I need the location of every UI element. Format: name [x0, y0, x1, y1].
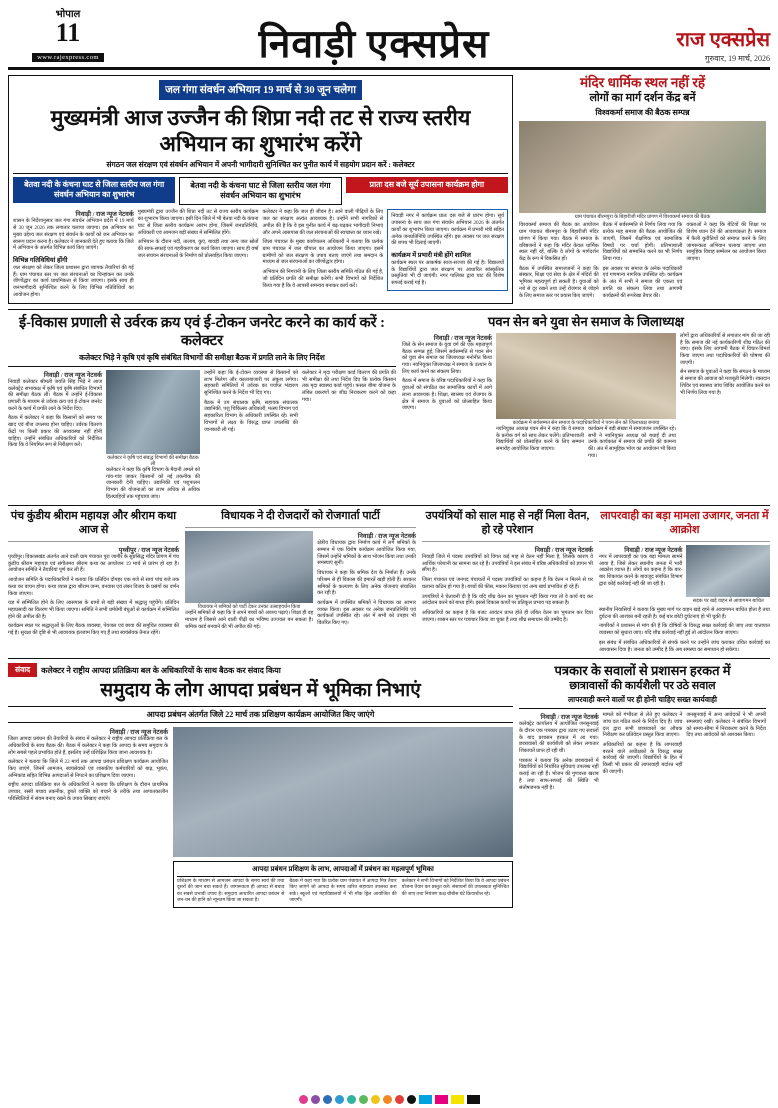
evikas-col-3 [204, 370, 298, 501]
pawan-p3: नवनियुक्त अध्यक्ष पवन सेन ने कहा कि वे समाज के प्रत्येक वर्ग को साथ लेकर चलेंगे। प्रतिभाशाली विद्यार्थियों को प्रोत्साहित करने के लिए सम्मान समारोह आयोजित किया जाएगा। [495, 425, 584, 453]
evikas-caption: कलेक्टर ने कृषि एवं संबद्ध विभागों की समीक्षा बैठक ली [107, 455, 199, 467]
story-shriram [8, 510, 179, 653]
lead-p5: कलेक्टर ने कहा कि जल ही जीवन है। आने वाली पीढ़ियों के लिए जल का संरक्षण अत्यंत आवश्यक है। उन्होंने सभी नागरिकों से अपील की है कि वे इस पुनीत कार्य में बढ़-चढ़कर भागीदारी निभाएं और अपने आसपास की जल संरचनाओं की स्वच्छता का ध्यान रखें। [262, 209, 384, 236]
lead-p6: जिला पंचायत के मुख्य कार्यपालन अधिकारी ने बताया कि प्रत्येक ग्राम पंचायत में जल चौपाल का आयोजन किया जाएगा। इसमें ग्रामीणों को जल संरक्षण के उपाय बताए जाएंगे तथा श्रमदान के माध्यम से जल संरचनाओं का जीर्णोद्धार होगा। [262, 239, 384, 266]
lead-subhead-3: कार्यक्रम में प्रभारी मंत्री होंगे शामिल [391, 252, 471, 260]
lead-p9: कार्यक्रम स्थल पर आकर्षक साज-सज्जा की गई है। विद्यालयों के विद्यार्थियों द्वारा जल संरक्षण पर आधारित सांस्कृतिक प्रस्तुतियां भी दी जाएंगी। नगर पालिका द्वारा घाट की विशेष सफाई कराई गई है। [391, 260, 504, 287]
pawan-sen-story [402, 314, 770, 501]
right-top-col-2 [603, 222, 683, 299]
vidhayak-photo [185, 531, 313, 603]
evikas-columns [8, 370, 396, 501]
newspaper-title: निवाड़ी एक्सप्रेस [258, 23, 490, 66]
upyantri-p3: उपयंत्रियों ने चेतावनी दी है कि यदि शीघ्र वेतन का भुगतान नहीं किया गया तो वे कार्य बंद कर आंदोलन करने को बाध्य होंगे। इससे विकास कार्यों पर प्रतिकूल प्रभाव पड़ सकता है। [421, 593, 593, 607]
lead-p3: मुख्यमंत्री द्वारा उज्जैन की शिप्रा नदी तट से राज्य स्तरीय कार्यक्रम का शुभारंभ किया जाएगा। इसी दिन जिले में भी बेतवा नदी के कंचना घाट से जिला स्तरीय कार्यक्रम आरंभ होगा, जिसमें जनप्रतिनिधि, अधिकारी एवं आमजन बड़ी संख्या में सम्मिलित होंगे। [137, 209, 259, 236]
story-upyantri [422, 510, 593, 653]
patrakar-byline: निवाड़ी / राज न्यूज नेटवर्क [540, 714, 599, 722]
pawan-col-1 [402, 333, 492, 460]
patrakar-story [519, 663, 766, 908]
patrakar-p5: जनसुनवाई में अन्य आवेदकों ने भी अपनी समस्याएं रखीं। कलेक्टर ने संबंधित विभागों को समय-सीमा में निराकरण करने के निर्देश दिए तथा आवेदकों को आश्वस्त किया। [686, 712, 767, 739]
right-p2: बैठक में उपस्थित समाजजनों ने कहा कि संस्कार, शिक्षा एवं सेवा के क्षेत्र में मंदिरों की भूमिका महत्वपूर्ण हो सकती है। युवाओं को नशे से दूर रखने तथा उन्हें रोजगार से जोड़ने के लिए समाज स्तर पर प्रयास किए जाएंगे। [519, 265, 599, 299]
disaster-p1: जिला आपदा प्रबंधन की तैयारियों के संबंध में कलेक्टर ने राष्ट्रीय आपदा प्रतिक्रिया बल के अधिकारियों के साथ बैठक की। बैठक में कलेक्टर ने कहा कि आपदा के समय समुदाय के लोग सबसे पहले प्रभावित होते हैं, इसलिए उन्हें प्रशिक्षित किया जाना आवश्यक है। [8, 736, 168, 756]
upyantri-p4: अधिकारियों का कहना है कि बजट आवंटन प्राप्त होते ही लंबित वेतन का भुगतान कर दिया जाएगा। शासन स्तर पर पत्राचार किया जा चुका है तथा शीघ्र समाधान की उम्मीद है। [421, 610, 593, 623]
website-url[interactable]: www.rajexpress.com [32, 53, 104, 62]
shriram-p3: यज्ञ में सम्मिलित होने के लिए आसपास के ग्रामों से बड़ी संख्या में श्रद्धालु पहुंचेंगे। प्रतिदिन महाप्रसादी का वितरण भी किया जाएगा। समिति ने सभी धर्मप्रेमी बंधुओं से कार्यक्रम में सम्मिलित होने की अपील की है। [8, 600, 180, 620]
upyantri-byline: निवाड़ी / राज न्यूज नेटवर्क [534, 546, 593, 554]
laparwahi-p1: नगर में लापरवाही का एक बड़ा मामला सामने आया है, जिसे लेकर स्थानीय जनता में भारी आक्रोश व्याप्त है। लोगों का कहना है कि बार-बार शिकायत करने के बावजूद संबंधित विभाग द्वारा कोई कार्रवाई नहीं की जा रही है। [598, 553, 683, 587]
right-top-columns [519, 222, 766, 299]
masthead-center [128, 25, 620, 64]
lead-p4: अभियान के दौरान नदी, तालाब, कुएं, बावड़ी तथा अन्य जल स्रोतों की साफ-सफाई एवं गहरीकरण का कार्य किया जाएगा। साथ ही वर्षा जल संचयन संरचनाओं के निर्माण को प्रोत्साहित किया जाएगा। [137, 239, 259, 259]
pawan-col-3 [680, 333, 770, 460]
laparwahi-headline: लापरवाही का बड़ा मामला उजागर, जनता में आक्रोश [600, 510, 769, 537]
lead-column-3 [263, 209, 384, 298]
lead-p2: जल संरक्षण को लेकर जिला प्रशासन द्वारा व्यापक तैयारियां की गई हैं। ग्राम पंचायत स्तर पर जल संरचनाओं का चिन्हांकन कर उनके जीर्णोद्धार का कार्य प्राथमिकता से किया जाएगा। इसके साथ ही जनभागीदारी सुनिश्चित करने के लिए विभिन्न गतिविधियों का आयोजन होगा। [13, 265, 134, 298]
upyantri-p2: जिला पंचायत एवं जनपद पंचायतों में पदस्थ उपयंत्रियों का कहना है कि वेतन न मिलने से घर चलाना कठिन हो गया है। बच्चों की फीस, मकान किराया एवं अन्य खर्च प्रभावित हो रहे हैं। [421, 577, 593, 590]
disaster-deck: आपदा प्रबंधन अंतर्गत जिले 22 मार्च तक प्रशिक्षण कार्यक्रम आयोजित किए जाएंगे [8, 706, 513, 723]
story-laparwahi [599, 510, 770, 653]
evikas-col-2 [106, 370, 200, 501]
evikas-col-1 [8, 370, 102, 501]
lead-subheads-row [13, 177, 508, 205]
vidhayak-caption: विधायक ने श्रमिकों को पार्टी देकर उनका उत्साहवर्धन किया [197, 605, 301, 611]
patrakar-p2: पत्रकार ने बताया कि अनेक छात्रावासों में विद्यार्थियों को निर्धारित सुविधाएं उपलब्ध नहीं कराई जा रही हैं। भोजन की गुणवत्ता खराब है तथा साफ-सफाई की स्थिति भी संतोषजनक नहीं है। [519, 757, 599, 791]
upyantri-headline: उपयंत्रियों को साल माह से नहीं मिला वेतन, हो रहे परेशान [425, 510, 590, 537]
lead-col2-head: बेतवा नदी के कंचना घाट से जिला स्तरीय जल गंगा संवर्धन अभियान का शुभारंभ [179, 177, 341, 205]
patrakar-deck: लापरवाही करने वालों पर ही होनी चाहिए सख्त कार्यवाही [519, 695, 766, 709]
shriram-byline: पृथ्वीपुर / राज न्यूज नेटवर्क [118, 546, 180, 554]
lead-p1: शासन के निर्देशानुसार जल गंगा संवर्धन अभियान प्रदेश में 19 मार्च से 30 जून 2026 तक लगातार चलाया जाएगा। इस अभियान का मुख्य उद्देश्य जल संरक्षण एवं संवर्धन के कार्यों को जन अभियान का स्वरूप प्रदान करना है। कलेक्टर ने जानकारी देते हुए बताया कि जिले में अभियान के अंतर्गत विभिन्न कार्य किए जाएंगे। [13, 218, 134, 252]
lead-col2-head-wrap [179, 177, 341, 205]
masthead-left [8, 6, 128, 64]
laparwahi-p3: नागरिकों ने प्रशासन से मांग की है कि दोषियों के विरुद्ध सख्त कार्रवाई की जाए तथा यातायात व्यवस्था को सुधारा जाए। यदि शीघ्र कार्रवाई नहीं हुई तो आंदोलन किया जाएगा। [598, 623, 770, 637]
masthead-right [620, 30, 770, 64]
right-top-caption: ग्राम पंचायत बीरमपुरा के बिहारीजी मंदिर प्रांगण में विश्वकर्मा समाज की बैठक [574, 215, 711, 221]
shriram-headline: पंच कुंडीय श्रीराम महायज्ञ और श्रीराम कथा आज से [10, 510, 177, 537]
evikas-p3: कलेक्टर ने कहा कि कृषि विभाग के मैदानी अमले को गांव-गांव जाकर किसानों को नई तकनीक की जानकारी देनी चाहिए। उद्यानिकी एवं पशुपालन विभाग की योजनाओं का लाभ अधिक से अधिक हितग्राहियों तक पहुंचाया जाए। [105, 466, 200, 500]
samvad-badge: संवाद [8, 663, 37, 677]
disaster-byline: निवाड़ी / राज न्यूज नेटवर्क [109, 729, 168, 737]
right-p5: वक्ताओं ने कहा कि बेटियों की शिक्षा पर विशेष ध्यान देने की आवश्यकता है। समाज में फैली कुरीतियों को समाप्त करने के लिए जागरूकता अभियान चलाया जाएगा तथा सामूहिक विवाह सम्मेलन का आयोजन किया जाएगा। [686, 222, 767, 262]
disaster-infobox [173, 861, 513, 908]
patrakar-col-1 [519, 712, 599, 791]
right-p3: बैठक में सर्वसम्मति से निर्णय लिया गया कि प्रत्येक माह समाज की बैठक आयोजित की जाएगी, जिसमें शैक्षणिक एवं सामाजिक विषयों पर चर्चा होगी। प्रतिभाशाली विद्यार्थियों को सम्मानित करने का भी निर्णय लिया गया। [602, 222, 683, 262]
right-subhead: विश्वकर्मा समाज की बैठक सम्पन्न [595, 108, 690, 118]
disaster-photo [173, 727, 513, 857]
edition-city: भोपाल [55, 9, 81, 20]
lead-p8: निवाड़ी नगर में कार्यक्रम प्रातः दस बजे से प्रारंभ होगा। सूर्य उपासना के साथ जल गंगा संवर्धन अभियान 2026 के अंतर्गत कार्यों का शुभारंभ किया जाएगा। कार्यक्रम में प्रभारी मंत्री सहित अनेक जनप्रतिनिधि उपस्थित रहेंगे। इस अवसर पर जल संरक्षण की शपथ भी दिलाई जाएगी। [391, 213, 504, 247]
disaster-infobox-head: आपदा प्रबंधन प्रशिक्षण के लाभ, आपदाओं में प्रबंधन का महत्वपूर्ण भूमिका [177, 865, 509, 877]
lead-kicker-wrap [13, 80, 508, 100]
evikas-p5: बैठक में उप संचालक कृषि, सहायक संचालक उद्यानिकी, पशु चिकित्सा अधिकारी, मत्स्य विभाग एवं सहकारिता विभाग के अधिकारी उपस्थित रहे। सभी विभागों से लक्ष्य के विरुद्ध प्राप्त उपलब्धि की जानकारी ली गई। [203, 399, 298, 433]
publication-date: गुरुवार, 19 मार्च, 2026 [704, 54, 770, 63]
pawan-columns [402, 333, 770, 460]
evikas-p4: उन्होंने कहा कि ई-टोकन व्यवस्था से किसानों को लाभ मिलेगा और कालाबाजारी पर अंकुश लगेगा। सहकारी समितियों में उर्वरक का पर्याप्त भंडारण सुनिश्चित करने के निर्देश भी दिए गए। [203, 369, 298, 397]
lead-headline: मुख्यमंत्री आज उज्जैन की शिप्रा नदी तट से राज्य स्तरीय अभियान का शुभारंभ करेंगे [50, 106, 471, 157]
vidhayak-byline: निवाड़ी / राज न्यूज नेटवर्क [357, 533, 416, 541]
lead-byline: निवाड़ी / राज न्यूज नेटवर्क [75, 211, 134, 219]
lead-col1-head-wrap [13, 177, 175, 205]
patrakar-columns [519, 712, 766, 791]
lead-subhead: संगठन जल संरक्षण एवं संवर्धन अभियान में अपनी भागीदारी सुनिश्चित कर पुनीत कार्य में सहयोग प्रदान करें : कलेक्टर [13, 160, 508, 174]
lead-story [8, 75, 513, 304]
right-top-photo [519, 121, 766, 213]
vidhayak-p2: विधायक ने कहा कि श्रमिक देश के निर्माता हैं। उनके परिश्रम से ही विकास की इमारतें खड़ी होती हैं। सरकार श्रमिकों के कल्याण के लिए अनेक योजनाएं संचालित कर रही है। [317, 570, 416, 597]
lead-col3-head-wrap [346, 177, 508, 205]
evikas-col-4 [302, 370, 396, 501]
lead-subhead-2: विभिन्न गतिविधियां होंगी [13, 257, 68, 265]
right-top-col-3 [686, 222, 766, 299]
disaster-p3: राष्ट्रीय आपदा प्रतिक्रिया बल के अधिकारियों ने बताया कि प्रशिक्षण के दौरान प्राथमिक उपचार, रस्सी बचाव तकनीक, डूबते व्यक्ति को बचाने के तरीके तथा आपातकालीन परिस्थितियों में संयम बनाए रखने के उपाय सिखाए जाएंगे। [8, 782, 168, 802]
evikas-p2: बैठक में कलेक्टर ने कहा कि किसानों को समय पर खाद एवं बीज उपलब्ध होना चाहिए। उर्वरक वितरण केंद्रों पर किसी प्रकार की अव्यवस्था नहीं होनी चाहिए। उन्होंने संबंधित अधिकारियों को निर्देशित किया कि वे नियमित रूप से निरीक्षण करें। [8, 415, 102, 449]
right-p1: विश्वकर्मा समाज की बैठक का आयोजन ग्राम पंचायत बीरमपुरा के बिहारीजी मंदिर प्रांगण में किया गया। बैठक में समाज के वरिष्ठजनों ने कहा कि मंदिर केवल धार्मिक स्थल नहीं रहें, बल्कि वे लोगों के मार्गदर्शन केंद्र के रूप में विकसित हों। [519, 222, 599, 262]
evikas-story [8, 314, 396, 501]
disaster-p4: बैठक में कहा गया कि प्रत्येक ग्राम पंचायत में आपदा मित्र तैयार किए जाएंगे जो आपदा के समय त्वरित सहायता उपलब्ध करा सकें। स्कूलों एवं महाविद्यालयों में भी मॉक ड्रिल आयोजित की जाएगी। [289, 879, 397, 903]
laparwahi-p4: इस संबंध में संबंधित अधिकारियों से संपर्क करने पर उन्होंने जांच कराकर उचित कार्रवाई का आश्वासन दिया है। जनता को उम्मीद है कि अब समस्या का समाधान हो सकेगा। [598, 639, 770, 653]
disaster-info-p: प्रशिक्षण के माध्यम से आमजन आपदा के समय स्वयं की तथा दूसरों की जान बचा सकते हैं। जागरूकता ही आपदा से बचाव का सबसे प्रभावी उपाय है। समुदाय आधारित आपदा प्रबंधन से जन-धन की हानि को न्यूनतम किया जा सकता है। [177, 879, 285, 903]
evikas-photo [106, 370, 200, 454]
pawan-photo [496, 333, 676, 419]
patrakar-p3: मामले को गंभीरता से लेते हुए कलेक्टर ने जांच दल गठित करने के निर्देश दिए हैं। जांच दल द्वारा सभी छात्रावासों का औचक निरीक्षण कर प्रतिवेदन प्रस्तुत किया जाएगा। [602, 712, 683, 739]
evikas-p6: कलेक्टर ने मृदा परीक्षण कार्ड वितरण की प्रगति की भी समीक्षा की तथा निर्देश दिए कि प्रत्येक किसान तक मृदा स्वास्थ्य कार्ड पहुंचे। फसल बीमा योजना के लंबित प्रकरणों का शीघ्र निराकरण करने को कहा गया। [301, 369, 396, 403]
shriram-p4: कार्यक्रम स्थल पर श्रद्धालुओं के लिए बैठक व्यवस्था, पेयजल एवं छाया की समुचित व्यवस्था की गई है। सुरक्षा की दृष्टि से भी आवश्यक इंतजाम किए गए हैं तथा स्वयंसेवक तैनात रहेंगे। [8, 623, 180, 637]
pawan-p6: सेन समाज के युवाओं ने कहा कि संगठन के माध्यम से समाज की आवाज को मजबूती मिलेगी। रक्तदान शिविर एवं स्वास्थ्य जांच शिविर आयोजित करने का भी निर्णय लिया गया है। [680, 369, 771, 396]
section-three [8, 505, 770, 653]
evikas-headline: ई-विकास प्रणाली से उर्वरक क्रय एवं ई-टोकन जनरेट करने का कार्य करें : कलेक्टर [18, 314, 385, 349]
disaster-story [8, 663, 513, 908]
disaster-tagline [8, 663, 513, 677]
section-four [8, 658, 770, 908]
right-top-story [519, 75, 766, 304]
upyantri-p1: निवाड़ी जिले में पदस्थ उपयंत्रियों को विगत कई माह से वेतन नहीं मिला है, जिसके कारण वे आर्थिक परेशानी का सामना कर रहे हैं। उपयंत्रियों ने इस संबंध में वरिष्ठ अधिकारियों को ज्ञापन भी सौंपा है। [421, 553, 593, 574]
pawan-p4: कार्यक्रम में बड़ी संख्या में समाजजन उपस्थित रहे। सभी ने नवनियुक्त अध्यक्ष को बधाई दी तथा उनके कार्यकाल में समाज की प्रगति की कामना की। अंत में सामूहिक भोज का आयोजन भी किया गया। [587, 425, 676, 459]
lead-column-4 [387, 209, 508, 298]
vidhayak-headline: विधायक ने दी रोजदारों को रोजगार्ता पार्टी [221, 510, 380, 523]
right-top-col-1 [519, 222, 599, 299]
lead-col3-head: प्रातः दस बजे सूर्य उपासना कार्यक्रम होगा [346, 177, 508, 193]
page-number: 11 [55, 18, 81, 47]
pawan-p1: जिले के सेन समाज के युवा वर्ग की एक महत्वपूर्ण बैठक सम्पन्न हुई, जिसमें सर्वसम्मति से पवन सेन को युवा सेन समाज का जिलाध्यक्ष मनोनीत किया गया। नवनियुक्त जिलाध्यक्ष ने समाज के उत्थान के लिए कार्य करने का संकल्प लिया। [401, 341, 492, 375]
shriram-p2: आयोजन समिति के पदाधिकारियों ने बताया कि प्रतिदिन दोपहर एक बजे से सायं पांच बजे तक कथा का वाचन होगा। कथा व्यास द्वारा श्रीराम जन्म, वनवास एवं लंका विजय के प्रसंगों का वर्णन किया जाएगा। [8, 577, 180, 597]
section-two [8, 309, 770, 501]
lead-kicker: जल गंगा संवर्धन अभियान 19 मार्च से 30 जून चलेगा [159, 80, 362, 100]
vidhayak-p4: कार्यक्रम में उपस्थित श्रमिकों ने विधायक का आभार व्यक्त किया। इस अवसर पर अनेक जनप्रतिनिधि एवं कार्यकर्ता उपस्थित रहे। अंत में सभी को उपहार भी वितरित किए गए। [317, 599, 416, 627]
masthead [8, 6, 770, 70]
right-headline-2: लोगों का मार्ग दर्शन केंद्र बनें [589, 92, 696, 105]
pawan-byline: निवाड़ी / राज न्यूज नेटवर्क [433, 334, 492, 342]
laparwahi-byline: निवाड़ी / राज न्यूज नेटवर्क [624, 546, 683, 554]
pawan-p5: लोगों द्वारा अधिकारियों से लगातार मांग की जा रही है कि समाज की नई कार्यकारिणी शीघ्र गठित की जाए। इसके लिए आगामी बैठक में विचार-विमर्श किया जाएगा तथा पदाधिकारियों की घोषणा की जाएगी। [680, 332, 771, 366]
lead-column-1 [13, 209, 134, 298]
top-block [8, 75, 770, 304]
color-registration-bar [8, 1095, 770, 1104]
story-vidhayak [185, 510, 416, 653]
evikas-deck: कलेक्टर भिड़े ने कृषि एवं कृषि संबंधित विभागों की समीक्षा बैठक में प्रगति लाने के लिए निर्देश [8, 353, 396, 367]
pawan-caption: कार्यक्रम में सर्वसम्मत सेन समाज के पदाधिकारियों ने पवन सेन को जिलाध्यक्ष बनाया [512, 420, 660, 426]
brand-logo: राज एक्सप्रेस [676, 29, 770, 51]
right-headline-1: मंदिर धार्मिक स्थल नहीं रहें [579, 75, 706, 90]
disaster-p2: कलेक्टर ने बताया कि जिले में 22 मार्च तक आपदा प्रबंधन प्रशिक्षण कार्यक्रम आयोजित किए जाएंगे, जिनमें आमजन, स्वयंसेवकों एवं शासकीय कर्मचारियों को बाढ़, भूकंप, अग्निकांड सहित विभिन्न आपदाओं से निपटने का प्रशिक्षण दिया जाएगा। [8, 759, 168, 779]
lead-col1-head: बेतवा नदी के कंचना घाट से जिला स्तरीय जल गंगा संवर्धन अभियान का शुभारंभ [13, 177, 175, 203]
disaster-headline: समुदाय के लोग आपदा प्रबंधन में भूमिका निभाएं [100, 680, 421, 702]
pawan-col-2 [496, 333, 676, 460]
evikas-p1: निवाड़ी कलेक्टर श्रीमती जयति सिंह भिड़े ने आज कलेक्ट्रेट सभाकक्ष में कृषि एवं कृषि संबंधित विभागों की समीक्षा बैठक ली। बैठक में उन्होंने ई-विकास प्रणाली के माध्यम से उर्वरक क्रय एवं ई-टोकन जनरेट करने के कार्य में प्रगति लाने के निर्देश दिए। [8, 378, 102, 412]
pawan-p2: बैठक में समाज के वरिष्ठ पदाधिकारियों ने कहा कि युवाओं को संगठित कर सामाजिक कार्यों में आगे लाना आवश्यक है। शिक्षा, स्वास्थ्य एवं रोजगार के क्षेत्र में समाज के युवाओं को प्रोत्साहित किया जाएगा। [401, 378, 492, 412]
shriram-p1: पृथ्वीपुर। विकासखंड अंतर्गत आने वाली ग्राम पंचायत पुरा जागीर के सुप्रसिद्ध मंदिर प्रांगण में पंच कुंडीय श्रीराम महायज्ञ एवं संगीतमय श्रीराम कथा का आयोजन 19 मार्च से प्रारंभ हो रहा है। आयोजन समिति ने तैयारियां पूर्ण कर ली हैं। [8, 553, 180, 574]
patrakar-col-2 [603, 712, 683, 791]
laparwahi-p2: स्थानीय निवासियों ने बताया कि मुख्य मार्ग पर वाहन खड़े रहने से आवागमन बाधित होता है तथा दुर्घटना की आशंका बनी रहती है। कई बार छोटी दुर्घटनाएं हो भी चुकी हैं। [598, 606, 770, 620]
laparwahi-photo [686, 545, 770, 597]
lead-body-columns [13, 209, 508, 298]
lead-highlight-box [387, 209, 508, 290]
vidhayak-p3: उन्होंने श्रमिकों से कहा कि वे अपने बच्चों को अवश्य पढ़ाएं। शिक्षा ही वह माध्यम है जिससे आने वाली पीढ़ी का भविष्य उज्ज्वल बन सकता है। श्रमिक कार्ड बनवाने की भी अपील की गई। [185, 610, 314, 630]
disaster-tag-text: कलेक्टर ने राष्ट्रीय आपदा प्रतिक्रिया बल के अधिकारियों के साथ बैठक कर संवाद किया [41, 665, 281, 675]
lead-column-2 [138, 209, 259, 298]
patrakar-headline-1: पत्रकार के सवालों से प्रशासन हरकत में [554, 663, 731, 679]
patrakar-p4: अधिकारियों का कहना है कि लापरवाही बरतने वाले अधीक्षकों के विरुद्ध सख्त कार्रवाई की जाएगी। विद्यार्थियों के हित में किसी भी प्रकार की लापरवाही बर्दाश्त नहीं की जाएगी। [602, 741, 683, 775]
vidhayak-p1: क्षेत्रीय विधायक द्वारा निर्माण कार्य में लगे श्रमिकों के सम्मान में एक विशेष कार्यक्रम आयोजित किया गया, जिसमें उन्होंने श्रमिकों के साथ भोजन किया तथा उनकी समस्याएं सुनीं। [317, 540, 416, 567]
lead-p7: अभियान की निगरानी के लिए जिला स्तरीय समिति गठित की गई है, जो प्रतिदिन प्रगति की समीक्षा करेगी। सभी विभागों को निर्देशित किया गया है कि वे आपसी समन्वय बनाकर कार्य करें। [262, 269, 384, 289]
pawan-headline: पवन सेन बने युवा सेन समाज के जिलाध्यक्ष [488, 313, 684, 329]
right-p4: इस अवसर पर समाज के अनेक पदाधिकारी एवं गणमान्य नागरिक उपस्थित रहे। कार्यक्रम के अंत में सभी ने समाज की एकता एवं प्रगति का संकल्प लिया तथा आगामी कार्यक्रमों की रूपरेखा तैयार की। [602, 265, 683, 299]
laparwahi-caption: सड़क पर खड़े वाहन से आवागमन बाधित [692, 598, 764, 604]
patrakar-col-3 [686, 712, 766, 791]
disaster-p5: कलेक्टर ने सभी विभागों को निर्देशित किया कि वे आपदा प्रबंधन योजना तैयार कर प्रस्तुत करें। संसाधनों की उपलब्धता सुनिश्चित की जाए तथा नियंत्रण कक्ष चौबीस घंटे क्रियाशील रहे। [401, 879, 509, 897]
patrakar-headline-2: छात्रावासों की कार्यशैली पर उठे सवाल [569, 679, 716, 692]
patrakar-p1: कलेक्ट्रेट कार्यालय में आयोजित जनसुनवाई के दौरान एक पत्रकार द्वारा उठाए गए सवालों के बाद प्रशासन हरकत में आ गया। छात्रावासों की कार्यशैली को लेकर लगातार शिकायतें प्राप्त हो रही थीं। [519, 721, 599, 754]
evikas-byline: निवाड़ी / राज न्यूज नेटवर्क [43, 371, 102, 379]
